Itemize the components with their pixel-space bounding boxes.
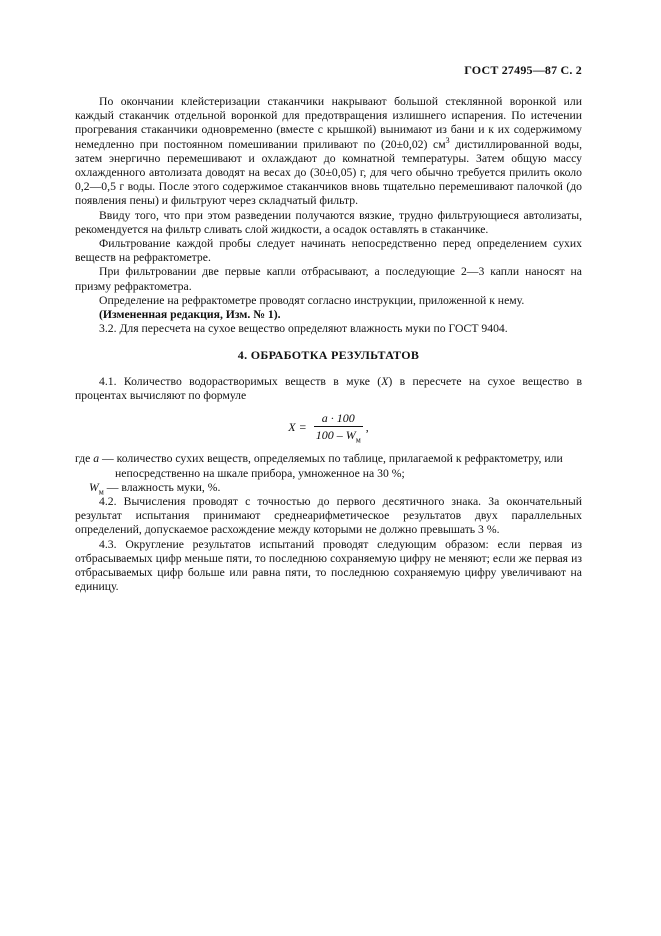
formula-denominator	[314, 427, 363, 445]
paragraph-viscous: Ввиду того, что при этом разведении получаются вязкие, трудно фильтрующиеся автолизаты, рекомендуется на фильтр сливать слой жидкости, а осадок оставлять в стаканчике.	[75, 208, 582, 236]
where-w	[75, 481, 582, 495]
paragraph-cooling	[75, 95, 582, 209]
paragraph-drops: При фильтровании две первые капли отбрасывают, а последующие 2—3 капли наносят на призму рефрактометра.	[75, 265, 582, 293]
paragraph-3-2: 3.2. Для пересчета на сухое вещество определяют влажность муки по ГОСТ 9404.	[99, 322, 508, 336]
paragraph-filtering: Фильтрование каждой пробы следует начинать непосредственно перед определением сухих веществ на рефрактометре.	[75, 237, 582, 265]
where-a-text: — количество сухих веществ, определяемых по таблице, прилагаемой к рефрактометру, или	[102, 452, 563, 466]
document-body	[75, 95, 582, 595]
denominator-text: 100 – W	[315, 428, 356, 443]
amendment-note: (Измененная редакция, Изм. № 1).	[99, 308, 281, 322]
variable-x: X	[381, 374, 389, 388]
symbol-a: a	[93, 452, 100, 466]
formula-fraction	[314, 411, 363, 445]
paragraph-text: ) в пересчете на сухое вещество в процентах вычисляют по формуле	[75, 374, 582, 402]
superscript: 3	[445, 135, 450, 145]
paragraph-text: По окончании клейстеризации стаканчики накрывают большой стеклянной воронкой или каждый стаканчик отдельной воронкой для предотвращения излишнего испарения. По истечении прогревания стаканчики одновременно (вместе с крышкой) вынимают из бани и к их содержимому немедленно при постоянном помешивании приливают по (20±0,02) см	[75, 95, 582, 151]
symbol-w-subscript: м	[98, 487, 104, 497]
symbol-w: W	[89, 480, 99, 494]
where-w-text: — влажность муки, %.	[106, 480, 221, 494]
formula-tail: ,	[365, 419, 369, 434]
numerator-text: a · 100	[321, 411, 355, 426]
denominator-subscript: м	[355, 435, 361, 445]
formula-numerator	[314, 411, 363, 427]
formula	[75, 411, 582, 445]
paragraph-text: дистиллированной воды, затем энергично перемешивают и охлаждают до комнатной температуры. Затем общую массу охлажденного автолизата доводят на весах до (30±0,05) г, для чего обычно требуется прилить около 0,2—0,5 г воды. После этого содержимое стаканчиков вновь тщательно перемешивают палочкой (до появления пены) и фильтруют через складчатый фильтр.	[75, 137, 582, 208]
page-header: ГОСТ 27495—87 С. 2	[464, 63, 582, 77]
where-label: где	[75, 452, 91, 466]
formula-lhs: X =	[288, 419, 307, 434]
where-a	[75, 452, 582, 466]
paragraph-4-2: 4.2. Вычисления проводят с точностью до первого десятичного знака. За окончательный результат испытания принимают среднеарифметическое результатов двух параллельных определений, допускаемое расхождение между которыми не должно превышать 3 %.	[75, 495, 582, 537]
paragraph-text: 4.1. Количество водорастворимых веществ в муке (	[99, 374, 382, 388]
paragraph-4-3: 4.3. Округление результатов испытаний проводят следующим образом: если первая из отбрасываемых цифр меньше пяти, то последнюю сохраняемую цифру не меняют; если же первая из отбрасываемых цифр больше или равна пяти, то последнюю сохраняемую цифру увеличивают на единицу.	[75, 537, 582, 594]
paragraph-refractometer: Определение на рефрактометре проводят согласно инструкции, приложенной к нему.	[99, 293, 525, 307]
section-title: 4. ОБРАБОТКА РЕЗУЛЬТАТОВ	[237, 348, 420, 363]
paragraph-4-1	[75, 375, 582, 403]
where-a-continued: непосредственно на шкале прибора, умноженное на 30 %;	[115, 466, 405, 480]
